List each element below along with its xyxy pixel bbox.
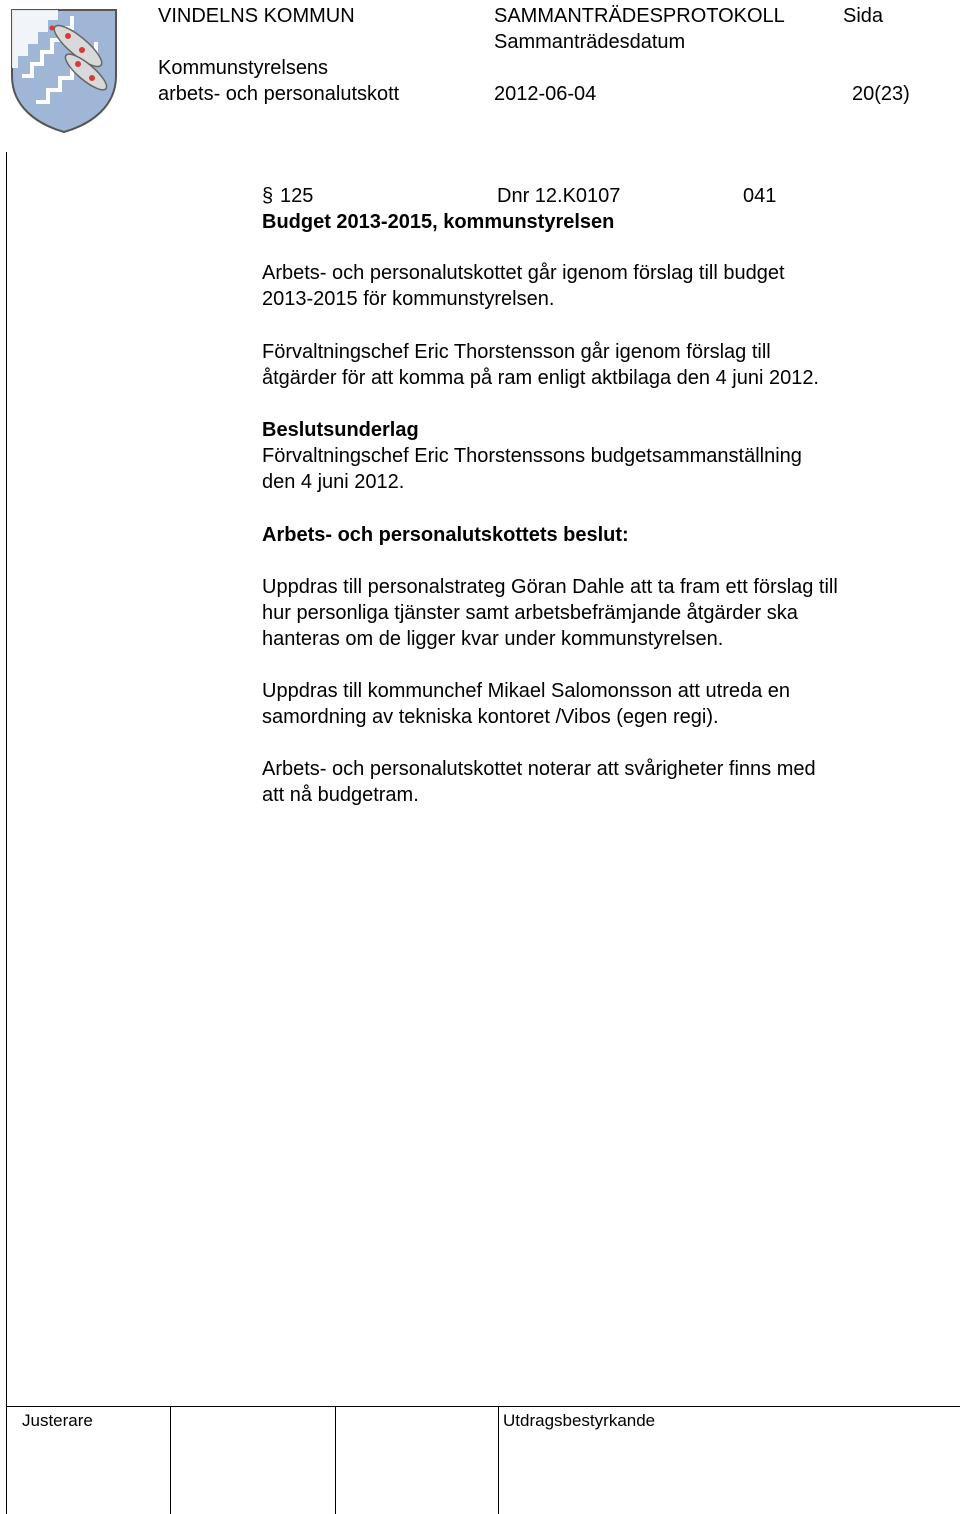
paragraph-2-line-1: Förvaltningschef Eric Thorstensson går igenom förslag till [262,341,771,363]
basis-heading: Beslutsunderlag [262,419,419,441]
item-code: 041 [743,185,777,207]
basis-line-1: Förvaltningschef Eric Thorstenssons budgetsammanställning [262,445,802,467]
meeting-date: 2012-06-04 [494,83,597,105]
footer-top-rule [6,1406,960,1407]
item-number: 125 [280,185,314,207]
municipality-name: VINDELNS KOMMUN [158,5,355,27]
footer-divider-3 [498,1406,499,1514]
decision-1-line-1: Uppdras till personalstrateg Göran Dahle att ta fram ett förslag till [262,576,838,598]
item-title: Budget 2013-2015, kommunstyrelsen [262,211,615,233]
document-type: SAMMANTRÄDESPROTOKOLL [494,5,785,27]
page-number: 20(23) [852,83,910,105]
committee-name-line2: arbets- och personalutskott [158,83,400,105]
diary-number: Dnr 12.K0107 [497,185,621,207]
decision-2-line-1: Uppdras till kommunchef Mikael Salomonsson att utreda en [262,680,791,702]
decision-3-line-2: att nå budgetram. [262,784,419,806]
justerare-label: Justerare [22,1411,93,1430]
committee-name-line1: Kommunstyrelsens [158,57,329,79]
basis-line-2: den 4 juni 2012. [262,471,405,493]
paragraph-1-line-2: 2013-2015 för kommunstyrelsen. [262,288,555,310]
footer-divider-1 [170,1406,171,1514]
page-label: Sida [843,5,884,27]
footer-divider-2 [335,1406,336,1514]
decision-1-line-2: hur personliga tjänster samt arbetsbefrämjande åtgärder ska [262,602,798,624]
paragraph-sign-icon: § [262,185,274,207]
decision-1-line-3: hanteras om de ligger kvar under kommunstyrelsen. [262,628,724,650]
decision-heading: Arbets- och personalutskottets beslut: [262,524,629,546]
paragraph-1-line-1: Arbets- och personalutskottet går igenom förslag till budget [262,262,785,284]
meeting-date-label: Sammanträdesdatum [494,31,686,53]
decision-2-line-2: samordning av tekniska kontoret /Vibos (egen regi). [262,706,719,728]
utdragsbestyrkande-label: Utdragsbestyrkande [503,1411,656,1430]
municipal-crest-logo [8,6,120,134]
decision-3-line-1: Arbets- och personalutskottet noterar att svårigheter finns med [262,758,816,780]
paragraph-2-line-2: åtgärder för att komma på ram enligt aktbilaga den 4 juni 2012. [262,367,819,389]
left-margin-rule [6,152,7,1514]
